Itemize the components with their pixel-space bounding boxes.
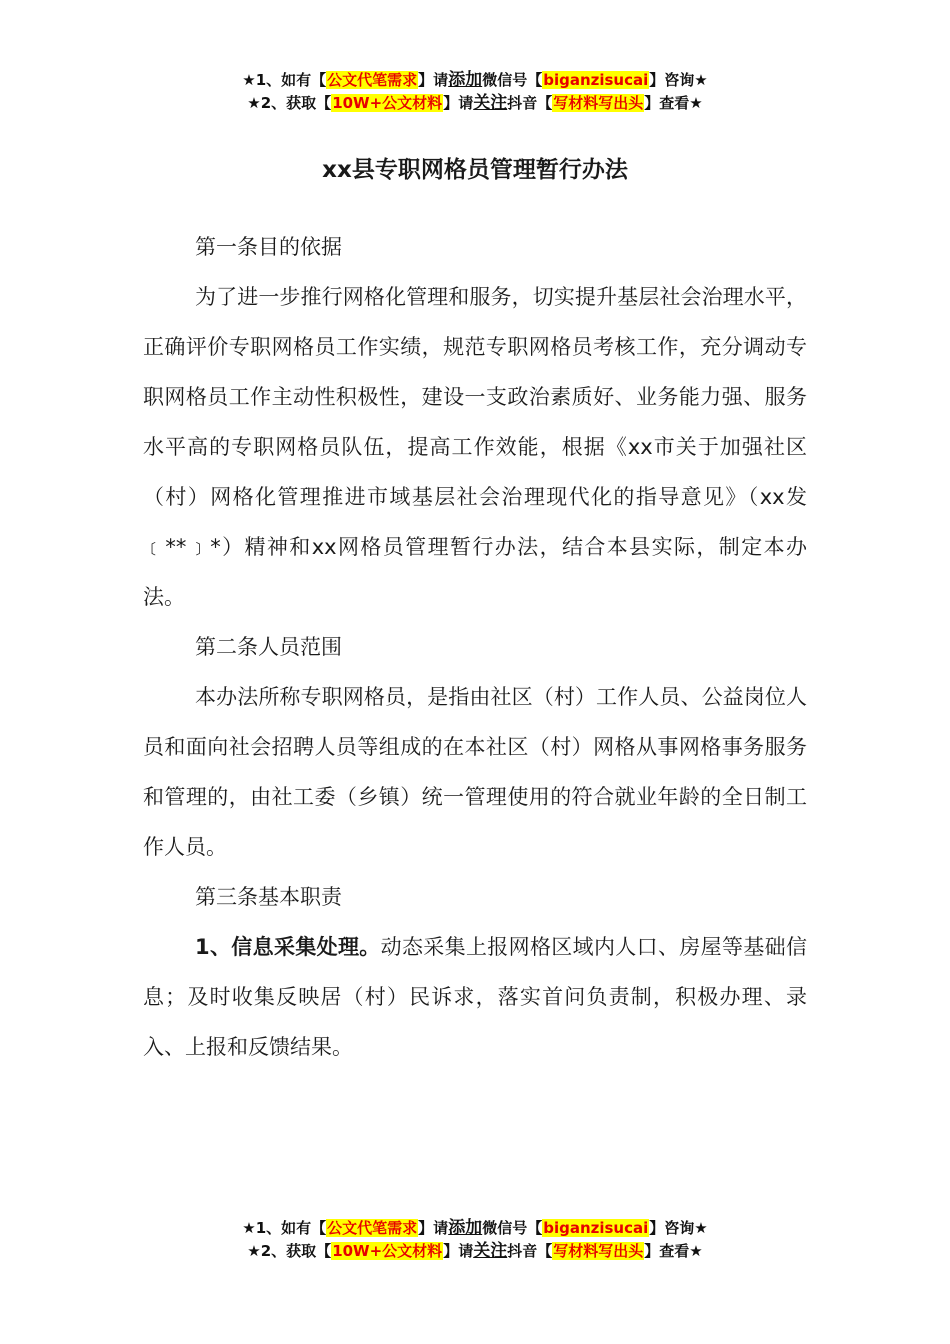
highlight-wechat-id: biganzisucai <box>543 71 649 89</box>
banner-text: 】查看★ <box>644 94 703 112</box>
banner-text: 抖音【 <box>507 94 553 112</box>
banner-text: ★1、如有【 <box>242 1219 327 1237</box>
banner-text: 】查看★ <box>644 1242 703 1260</box>
header-banner <box>0 69 950 115</box>
document-title: xx县专职网格员管理暂行办法 <box>322 157 628 183</box>
banner-emphasis: 关注 <box>473 93 508 113</box>
highlight-service: 公文代笔需求 <box>327 71 418 89</box>
footer-banner <box>0 1217 950 1263</box>
highlight-materials: 10W+公文材料 <box>332 1242 443 1260</box>
article-1-heading: 第一条目的依据 <box>195 235 342 259</box>
banner-text: 】请 <box>443 94 474 112</box>
banner-line-1 <box>0 1217 950 1240</box>
banner-line-1 <box>0 69 950 92</box>
article-2-body: 本办法所称专职网格员，是指由社区（村）工作人员、公益岗位人员和面向社会招聘人员等组成的在本社区（村）网格从事网格事务服务和管理的，由社工委（乡镇）统一管理使用的符合就业年龄的全日制工作人员。 <box>143 685 807 859</box>
banner-text: ★1、如有【 <box>242 71 327 89</box>
highlight-wechat-id: biganzisucai <box>543 1219 649 1237</box>
article-1-body: 为了进一步推行网格化管理和服务，切实提升基层社会治理水平，正确评价专职网格员工作实绩，规范专职网格员考核工作，充分调动专职网格员工作主动性积极性，建设一支政治素质好、业务能力强、服务水平高的专职网格员队伍，提高工作效能，根据《xx市关于加强社区（村）网格化管理推进市域基层社会治理现代化的指导意见》（xx发﹝**﹞*）精神和xx网格员管理暂行办法，结合本县实际，制定本办法。 <box>143 285 807 609</box>
banner-text: 】请 <box>443 1242 474 1260</box>
highlight-materials: 10W+公文材料 <box>332 94 443 112</box>
highlight-douyin-id: 写材料写出头 <box>553 94 644 112</box>
banner-text: 】请 <box>418 1219 449 1237</box>
banner-text: 微信号【 <box>482 1219 543 1237</box>
item-1-body: 动态采集上报网格区域内人口、房屋等基础信息；及时收集反映居（村）民诉求，落实首问负责制，积极办理、录入、上报和反馈结果。 <box>143 935 807 1059</box>
banner-emphasis: 添加 <box>448 1218 483 1238</box>
banner-text: ★2、获取【 <box>247 1242 332 1260</box>
banner-text: 】咨询★ <box>649 71 708 89</box>
article-3-heading: 第三条基本职责 <box>195 885 342 909</box>
banner-emphasis: 添加 <box>448 70 483 90</box>
item-1-lead: 1、信息采集处理。 <box>195 935 381 959</box>
highlight-service: 公文代笔需求 <box>327 1219 418 1237</box>
highlight-douyin-id: 写材料写出头 <box>553 1242 644 1260</box>
document-body <box>143 222 807 1072</box>
article-3-item-1 <box>143 922 807 1072</box>
banner-line-2 <box>0 92 950 115</box>
banner-text: 抖音【 <box>507 1242 553 1260</box>
article-2-heading: 第二条人员范围 <box>195 635 342 659</box>
banner-text: 】咨询★ <box>649 1219 708 1237</box>
banner-text: 微信号【 <box>482 71 543 89</box>
banner-text: 】请 <box>418 71 449 89</box>
banner-line-2 <box>0 1240 950 1263</box>
banner-text: ★2、获取【 <box>247 94 332 112</box>
banner-emphasis: 关注 <box>473 1241 508 1261</box>
